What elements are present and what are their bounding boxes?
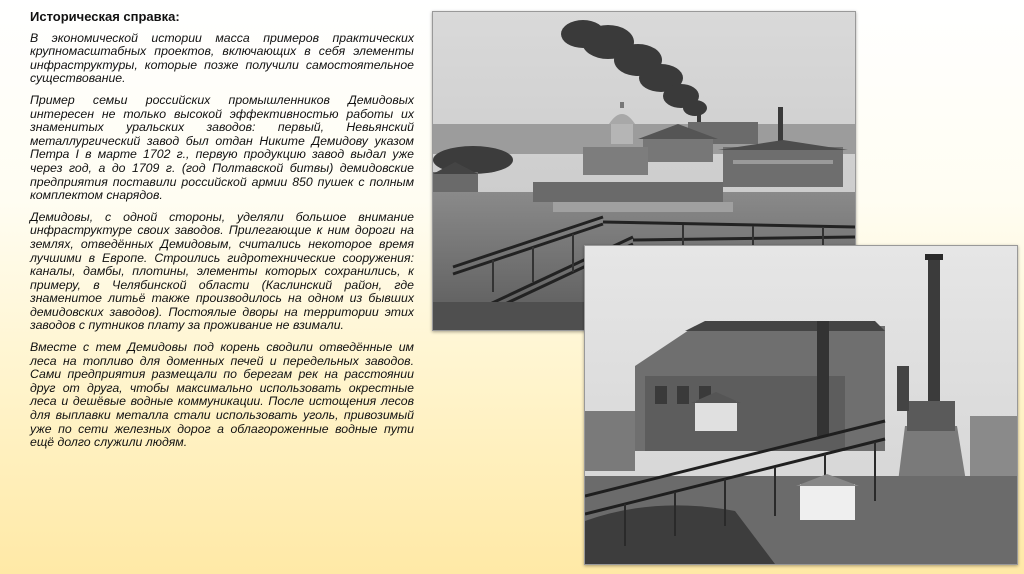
text-column (30, 10, 414, 458)
photo-furnace-illustration (585, 246, 1017, 564)
paragraph-infrastructure: Демидовы, с одной стороны, уделяли большое внимание инфраструктуре своих заводов. Прилегающие к ним дороги на землях, отведённых Демидовым, считались некоторое время лучшими в Европе. Строились гидротехнические сооружения: каналы, дамбы, плотины, элементы которых сохранились, к примеру, в Челябинской области (Каслинский район, где знаменитое литьё также производилось на одном из бывших демидовских заводов). Постоялые дворы на территории этих заводов с путников плату за проживание не взимали. (30, 209, 414, 333)
slide-heading: Историческая справка: (30, 9, 180, 24)
paragraph-intro: В экономической истории масса примеров практических крупномасштабных проектов, включающих в себя элементы инфраструктуры, которые позже получили самостоятельное существование. (30, 30, 414, 86)
photo-blast-furnace-plant (584, 245, 1018, 565)
paragraph-forests: Вместе с тем Демидовы под корень сводили отведённые им леса на топливо для доменных печей и передельных заводов. Сами предприятия размещали по берегам рек на расстоянии друг от друга, чтобы максимально использовать окрестные леса и дешёвые водные коммуникации. После истощения лесов для выплавки металла стали использовать уголь, привозимый уже по сети железных дорог а облагороженные водные пути ещё долго служили людям. (30, 340, 414, 450)
paragraph-demidov-example: Пример семьи российских промышленников Демидовых интересен не только высокой эффективностью работы их знаменитых уральских заводов: первый, Невьянский металлургический завод был отдан Никите Демидову указом Петра I в марте 1702 г., первую продукцию завод выдал уже через год, а до 1709 г. (год Полтавской битвы) демидовские предприятия поставили российской армии 850 пушек с полным комплектом снарядов. (30, 92, 414, 203)
